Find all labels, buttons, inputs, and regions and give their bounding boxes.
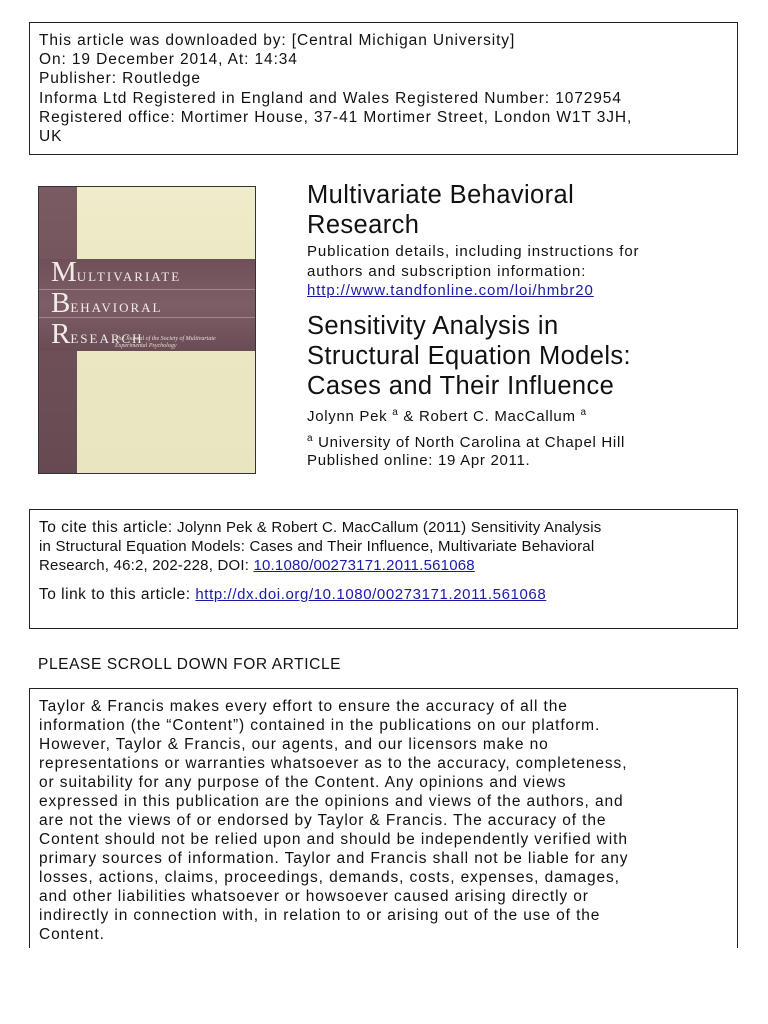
affiliation <box>307 429 625 452</box>
author-name: Robert C. MacCallum <box>418 408 576 425</box>
link-label: To link to this article: <box>39 586 196 603</box>
cite-text: in Structural Equation Models: Cases and Their Influence, Multivariate Behavioral <box>39 538 595 555</box>
published-online: Published online: 19 Apr 2011. <box>307 452 531 469</box>
journal-title <box>307 180 727 240</box>
cover-title-cap: M <box>51 256 77 288</box>
cite-label: To cite this article: <box>39 519 173 536</box>
scroll-down-note: PLEASE SCROLL DOWN FOR ARTICLE <box>38 656 342 673</box>
affiliation-marker: a <box>392 407 399 418</box>
download-line: On: 19 December 2014, At: 14:34 <box>39 51 298 69</box>
journal-title-line: Research <box>307 211 420 239</box>
affiliation-marker: a <box>580 407 587 418</box>
cover-title-cap: R <box>51 318 71 350</box>
download-notice-box <box>29 22 738 155</box>
cite-text: Research, 46:2, 202-228, DOI: <box>39 557 254 574</box>
cover-title-rest: ULTIVARIATE <box>76 269 182 284</box>
affiliation-text: University of North Carolina at Chapel Hill <box>318 434 626 451</box>
disclaimer-line: Taylor & Francis makes every effort to ensure the accuracy of all the <box>39 698 568 715</box>
cover-subtitle: The Journal of the Society of Multivariate Experimental Psychology <box>115 336 216 349</box>
disclaimer-line: information (the “Content”) contained in the publications on our platform. <box>39 717 601 734</box>
article-link[interactable]: http://dx.doi.org/10.1080/00273171.2011.561068 <box>195 586 547 603</box>
disclaimer-line: Content should not be relied upon and should be independently verified with <box>39 831 628 848</box>
citation-box <box>29 509 738 629</box>
article-title-line: Cases and Their Influence <box>307 372 615 400</box>
author-separator: & <box>398 408 419 425</box>
download-line: Registered office: Mortimer House, 37-41 Mortimer Street, London W1T 3JH, <box>39 108 633 126</box>
cover-title-rest: ESEARCH <box>70 331 144 346</box>
journal-title-line: Multivariate Behavioral <box>307 181 575 209</box>
download-line: Publisher: Routledge <box>39 70 201 88</box>
disclaimer-line: primary sources of information. Taylor and Francis shall not be liable for any <box>39 850 629 867</box>
disclaimer-line: or suitability for any purpose of the Content. Any opinions and views <box>39 774 567 791</box>
disclaimer-line: and other liabilities whatsoever or howsoever caused arising directly or <box>39 888 589 905</box>
affiliation-marker: a <box>307 433 314 444</box>
cover-panel <box>51 187 255 473</box>
disclaimer-line: However, Taylor & Francis, our agents, and our licensors make no <box>39 736 549 753</box>
download-line: This article was downloaded by: [Central Michigan University] <box>39 32 516 49</box>
disclaimer-line: are not the views of or endorsed by Taylor & Francis. The accuracy of the <box>39 812 607 829</box>
cite-text: Jolynn Pek & Robert C. MacCallum (2011) Sensitivity Analysis <box>172 519 602 536</box>
cover-title-cap: B <box>51 287 71 319</box>
disclaimer-line: Content. <box>39 926 105 943</box>
details-line: Publication details, including instructions for <box>307 243 640 260</box>
article-title-line: Structural Equation Models: <box>307 342 632 370</box>
journal-url-link[interactable]: http://www.tandfonline.com/loi/hmbr20 <box>307 282 594 299</box>
article-title-line: Sensitivity Analysis in <box>307 312 559 340</box>
doi-link[interactable]: 10.1080/00273171.2011.561068 <box>253 557 475 574</box>
article-title <box>307 311 727 401</box>
details-line: authors and subscription information: <box>307 262 587 280</box>
publication-details <box>307 242 727 301</box>
journal-cover-image <box>38 186 256 474</box>
authors <box>307 403 727 426</box>
disclaimer-line: representations or warranties whatsoever as to the accuracy, completeness, <box>39 755 628 772</box>
cover-title-rest: EHAVIORAL <box>70 300 163 315</box>
disclaimer-line: indirectly in connection with, in relation to or arising out of the use of the <box>39 907 601 924</box>
download-line: UK <box>39 128 63 146</box>
disclaimer-line: losses, actions, claims, proceedings, demands, costs, expenses, damages, <box>39 869 620 886</box>
download-line: Informa Ltd Registered in England and Wales Registered Number: 1072954 <box>39 89 622 107</box>
author-name: Jolynn Pek <box>307 408 388 425</box>
disclaimer-box <box>29 688 738 948</box>
disclaimer-line: expressed in this publication are the opinions and views of the authors, and <box>39 793 624 810</box>
